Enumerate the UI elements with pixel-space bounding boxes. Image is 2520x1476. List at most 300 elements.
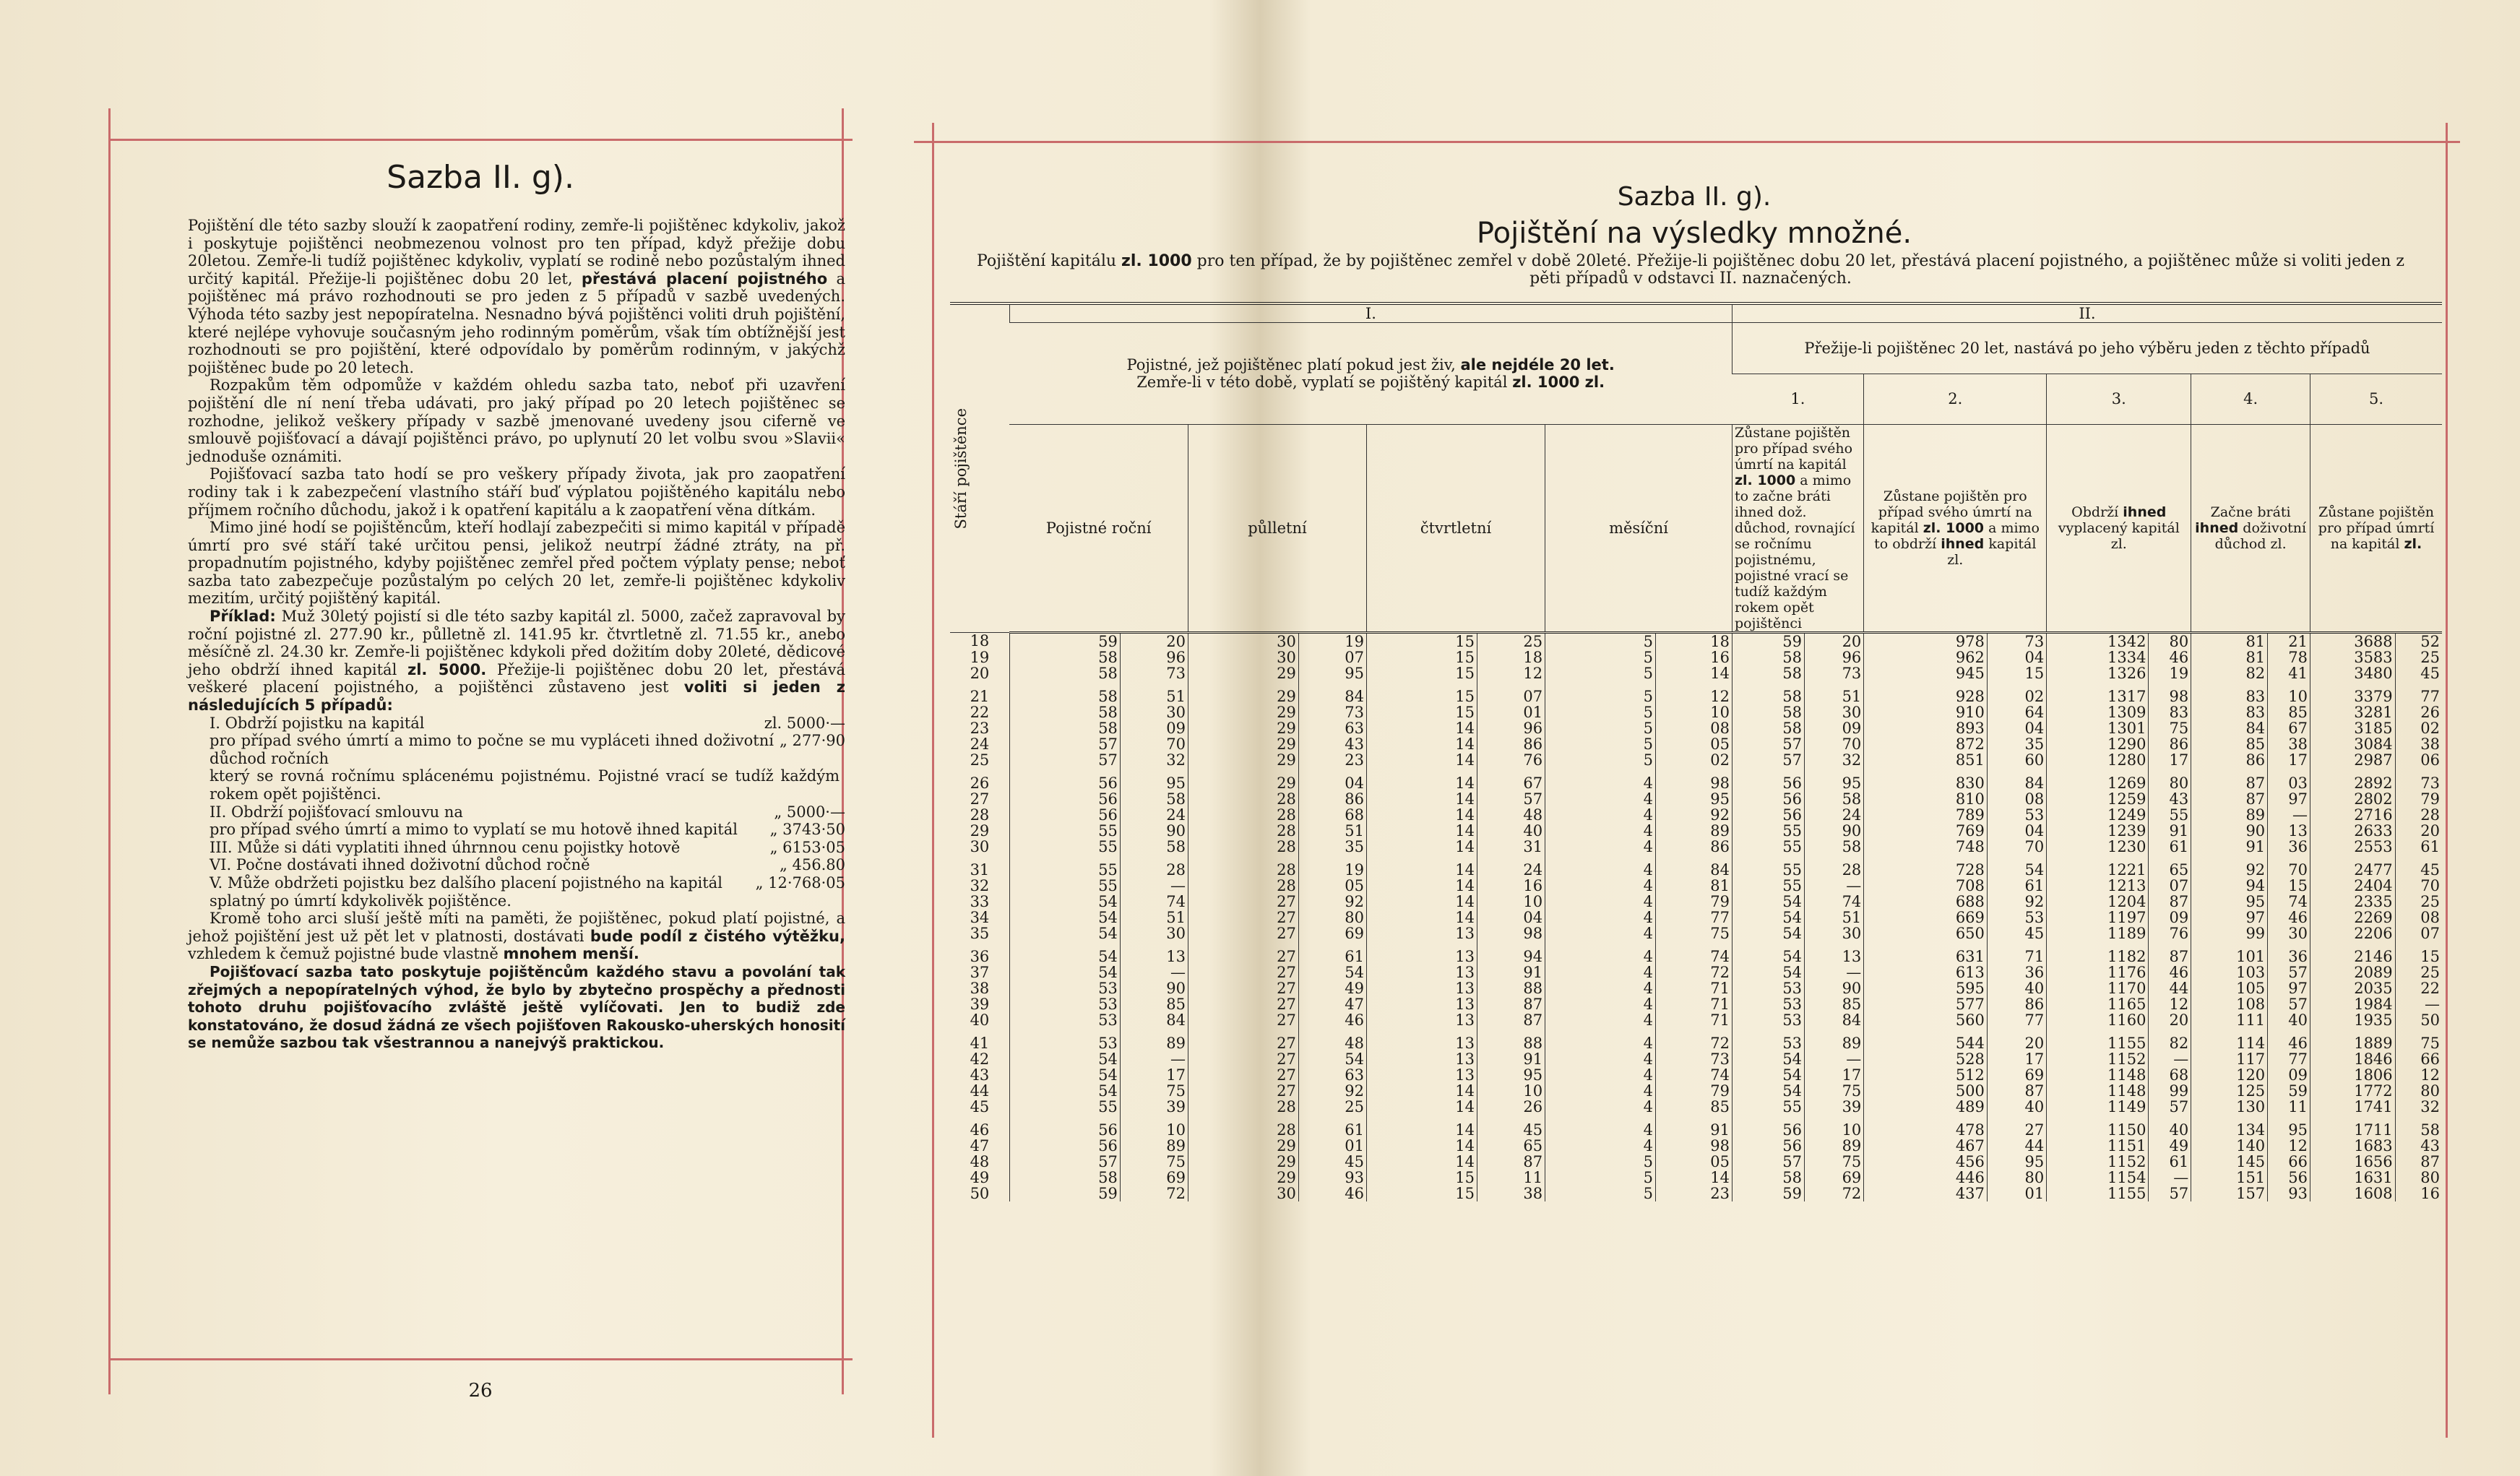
value-cell: 14 [1367,878,1477,894]
table-row [950,775,2442,791]
i-desc-d: zl. 1000 zl. [1512,374,1605,391]
option-value: „ 6153·05 [769,838,845,856]
value-cell: 36 [1987,964,2046,980]
value-cell: 2269 [2310,910,2396,925]
value-cell: 669 [1864,910,1988,925]
value-cell: 29 [1188,752,1298,768]
value-cell: 75 [2149,720,2191,736]
value-cell: 61 [2395,839,2442,855]
value-cell: 55 [1732,862,1804,878]
value-cell: 98 [1656,775,1733,791]
table-row [950,791,2442,807]
value-cell: 02 [2395,720,2442,736]
value-cell: 73 [1298,704,1366,720]
value-cell: — [1804,878,1863,894]
value-cell: 80 [2395,1083,2442,1099]
value-cell: 87 [2191,775,2268,791]
value-cell: 24 [1120,807,1188,823]
value-cell: 93 [2268,1186,2310,1201]
header-c3: 3. [2047,374,2191,425]
value-cell: 75 [1120,1083,1188,1099]
value-cell: 15 [1367,665,1477,681]
intro-b: zl. 1000 [1121,252,1192,270]
value-cell: 20 [2149,1012,2191,1028]
value-cell: 58 [1732,1170,1804,1186]
value-cell: 81 [2191,633,2268,650]
value-cell: 101 [2191,949,2268,964]
value-cell: 851 [1864,752,1988,768]
value-cell: 19 [1298,633,1366,650]
value-cell: 73 [2395,775,2442,791]
value-cell: 59 [2268,1083,2310,1099]
value-cell: 67 [1477,775,1545,791]
value-cell: 14 [1656,1170,1733,1186]
value-cell: 54 [1009,894,1120,910]
example-text-2: Přežije-li pojištěnec dobu 20 let, přestává veškeré placení pojistného, a pojištěnci zůstaveno jest [188,660,846,696]
value-cell: 36 [2268,949,2310,964]
value-cell: 31 [1477,839,1545,855]
value-cell: 1155 [2047,1186,2149,1201]
table-row [950,807,2442,823]
value-cell: 91 [2149,823,2191,839]
value-cell: 69 [1987,1067,2046,1083]
example-label: Příklad: [210,608,276,626]
table-row [950,964,2442,980]
age-cell: 29 [970,822,990,840]
header-age [950,303,1009,633]
value-cell: 83 [2191,689,2268,704]
value-cell: 27 [1188,1083,1298,1099]
value-cell: 1772 [2310,1083,2396,1099]
value-cell: 65 [1477,1138,1545,1154]
value-cell: 61 [1987,878,2046,894]
value-cell: 18 [1656,633,1733,650]
header-I: I. [1009,303,1732,323]
value-cell: 15 [1367,1170,1477,1186]
value-cell: 87 [1477,1012,1545,1028]
value-cell: 23 [1298,752,1366,768]
value-cell: 16 [1477,878,1545,894]
value-cell: 90 [2191,823,2268,839]
paragraph-6: Pojišťovací sazba tato poskytuje pojištěncům každého stavu a povolání tak zřejmých a nepopíratelných výhod, že bylo by zbytečno prospěchy a přednosti tohoto druhu pojišťovacího zvláště ještě vylíčovati. Jen to budiž zde konstatováno, že dosud žádná ze všech pojišťoven Rakousko-uherských honosití se nemůže sazbou tak všestrannou a nanejvýš praktickou. [188,962,845,1052]
value-cell: 97 [2268,791,2310,807]
value-cell: 55 [2149,807,2191,823]
table-row [950,1122,2442,1138]
option-text: který se rovná ročnímu splácenému pojistnému. Pojistné vrací se tudíž každým rokem opět pojištěnci. [210,767,840,803]
p5-text: Kromě toho arci sluší ještě míti na paměti, že pojištěnec, pokud platí pojistné, a jehož pojištění jest už pět let v platnosti, dostávati [188,910,845,945]
value-cell: 2477 [2310,862,2396,878]
value-cell: 91 [1656,1122,1733,1138]
value-cell: 95 [1987,1154,2046,1170]
value-cell: 20 [1120,633,1188,650]
value-cell: 117 [2191,1051,2268,1067]
value-cell: 1935 [2310,1012,2396,1028]
value-cell: 58 [1804,791,1863,807]
value-cell: 14 [1367,752,1477,768]
value-cell: 4 [1545,894,1656,910]
value-cell: 04 [1987,649,2046,665]
value-cell: 54 [1298,964,1366,980]
value-cell: 70 [1120,736,1188,752]
value-cell: 28 [1188,823,1298,839]
value-cell: 07 [2395,925,2442,941]
i-desc-b: ale nejdéle 20 let. [1460,356,1615,374]
value-cell: 58 [1009,720,1120,736]
value-cell: 95 [1120,775,1188,791]
value-cell: 72 [1656,964,1733,980]
value-cell: 4 [1545,862,1656,878]
value-cell: 1711 [2310,1122,2396,1138]
value-cell: 10 [1804,1122,1863,1138]
value-cell: 631 [1864,949,1988,964]
value-cell: 11 [2268,1099,2310,1115]
value-cell: 14 [1367,736,1477,752]
value-cell: 28 [1188,1099,1298,1115]
value-cell: 87 [1987,1083,2046,1099]
value-cell: 5 [1545,1154,1656,1170]
value-cell: 94 [1477,949,1545,964]
value-cell: 17 [2268,752,2310,768]
value-cell: 437 [1864,1186,1988,1201]
value-cell: 01 [1298,1138,1366,1154]
value-cell: 928 [1864,689,1988,704]
option-row [210,821,845,839]
value-cell: 69 [1298,925,1366,941]
value-cell: 92 [2191,862,2268,878]
value-cell: 478 [1864,1122,1988,1138]
value-cell: 56 [1732,807,1804,823]
value-cell: 5 [1545,720,1656,736]
value-cell: 15 [1987,665,2046,681]
value-cell: 4 [1545,775,1656,791]
value-cell: 30 [1804,925,1863,941]
value-cell: 05 [1298,878,1366,894]
option-row [210,856,845,874]
premium-table [950,302,2442,1201]
paragraph-4: Mimo jiné hodí se pojištěncům, kteří hodlají zabezpečiti si mimo kapitál v případě úmrtí pro své stáří také určitou pensi, jelikož neutrpí žádné ztráty, na př. propadnutím pojistného, kdyby pojištěnec zemřel před počtem výplaty pense; neboť sazba tato zabezpečuje pozůstalým po celých 20 let, zemře-li pojištěnec kdykoliv mezitím, určitý pojištěný kapitál. [188,519,845,608]
value-cell: 75 [2395,1035,2442,1051]
value-cell: 85 [1804,996,1863,1012]
value-cell: 19 [1298,862,1366,878]
header-c5: 5. [2310,374,2443,425]
value-cell: 51 [1804,689,1863,704]
value-cell: 1152 [2047,1051,2149,1067]
value-cell: 05 [1656,736,1733,752]
value-cell: 13 [1367,925,1477,941]
value-cell: 73 [1656,1051,1733,1067]
age-cell: 44 [970,1082,990,1100]
value-cell: 59 [1009,1186,1120,1201]
option-value: zl. 5000·— [764,714,845,732]
value-cell: 27 [1188,910,1298,925]
value-cell: 57 [2149,1099,2191,1115]
value-cell: 140 [2191,1138,2268,1154]
value-cell: 2716 [2310,807,2396,823]
value-cell: 28 [2395,807,2442,823]
value-cell: 46 [2268,910,2310,925]
value-cell: 01 [1477,704,1545,720]
age-cell: 27 [970,790,990,808]
value-cell: 70 [1987,839,2046,855]
value-cell: 1230 [2047,839,2149,855]
i-desc-a: Pojistné, jež pojištěnec platí pokud jest živ, [1126,356,1456,374]
value-cell: 14 [1367,910,1477,925]
value-cell: 12 [2395,1067,2442,1083]
value-cell: 105 [2191,980,2268,996]
value-cell: 80 [2149,633,2191,650]
value-cell: 1280 [2047,752,2149,768]
value-cell: 1149 [2047,1099,2149,1115]
value-cell: 40 [1477,823,1545,839]
table-row [950,1154,2442,1170]
value-cell: 04 [1298,775,1366,791]
value-cell: 98 [1656,1138,1733,1154]
value-cell: 13 [1367,1035,1477,1051]
value-cell: 89 [1120,1035,1188,1051]
value-cell: 1683 [2310,1138,2396,1154]
c2-desc-d: ihned [1941,536,1985,552]
value-cell: 84 [1656,862,1733,878]
value-cell: 1608 [2310,1186,2396,1201]
value-cell: 1342 [2047,633,2149,650]
value-cell: 2035 [2310,980,2396,996]
value-cell: 32 [1120,752,1188,768]
value-cell: 58 [1732,704,1804,720]
value-cell: 52 [2395,633,2442,650]
value-cell: 91 [1477,964,1545,980]
value-cell: 1239 [2047,823,2149,839]
value-cell: 83 [2149,704,2191,720]
p5-rest: vzhledem k čemuž pojistné bude vlastně [188,945,499,963]
value-cell: 56 [1009,1122,1120,1138]
option-row [210,715,845,733]
value-cell: 30 [1188,649,1298,665]
value-cell: 48 [1298,1035,1366,1051]
value-cell: 53 [1009,980,1120,996]
value-cell: 1165 [2047,996,2149,1012]
i-desc-c: Zemře-li v této době, vyplatí se pojištěný kapitál [1136,374,1508,391]
value-cell: 86 [2149,736,2191,752]
value-cell: 54 [1987,862,2046,878]
spacer-cell [1545,855,1656,862]
value-cell: 53 [1009,1035,1120,1051]
value-cell: 14 [1367,775,1477,791]
table-row [950,839,2442,855]
table-row [950,1138,2442,1154]
value-cell: 4 [1545,878,1656,894]
value-cell: 61 [2149,839,2191,855]
value-cell: 87 [1477,996,1545,1012]
value-cell: 4 [1545,1051,1656,1067]
value-cell: 500 [1864,1083,1988,1099]
value-cell: 58 [1732,665,1804,681]
value-cell: 55 [1732,878,1804,894]
value-cell: 893 [1864,720,1988,736]
c3-desc-a: Obdrží [2071,504,2119,520]
value-cell: 15 [2268,878,2310,894]
value-cell: 66 [2268,1154,2310,1170]
value-cell: 28 [1188,791,1298,807]
value-cell: 82 [2191,665,2268,681]
value-cell: 43 [1298,736,1366,752]
value-cell: 58 [1732,720,1804,736]
value-cell: 07 [2149,878,2191,894]
value-cell: 1301 [2047,720,2149,736]
value-cell: 13 [1367,1067,1477,1083]
value-cell: 81 [1656,878,1733,894]
value-cell: 40 [2268,1012,2310,1028]
value-cell: 36 [2268,839,2310,855]
value-cell: 69 [1120,1170,1188,1186]
age-cell: 48 [970,1153,990,1170]
left-page [108,137,853,1409]
value-cell: 80 [2149,775,2191,791]
value-cell: 96 [1804,649,1863,665]
option-value: „ 277·90 [779,732,845,750]
c1-desc-b: zl. 1000 [1734,472,1796,488]
value-cell: 85 [1120,996,1188,1012]
value-cell: 93 [1298,1170,1366,1186]
value-cell: 108 [2191,996,2268,1012]
value-cell: 1150 [2047,1122,2149,1138]
right-page [939,137,2449,1438]
value-cell: 4 [1545,1083,1656,1099]
value-cell: 27 [1188,1035,1298,1051]
value-cell: 85 [1656,1099,1733,1115]
spacer-cell [1545,1028,1656,1035]
c5-desc-b: zl. [2404,536,2422,552]
value-cell: 90 [1120,980,1188,996]
value-cell: 13 [1367,1012,1477,1028]
value-cell: 76 [1477,752,1545,768]
value-cell: 29 [1188,736,1298,752]
value-cell: 54 [1009,925,1120,941]
value-cell: 28 [1188,839,1298,855]
option-value: „ 456.80 [779,856,845,874]
value-cell: 75 [1120,1154,1188,1170]
spacer-cell [1545,681,1656,689]
value-cell: 3583 [2310,649,2396,665]
value-cell: 3185 [2310,720,2396,736]
value-cell: 5 [1545,704,1656,720]
option-text: II. Obdrží pojišťovací smlouvu na [210,803,463,821]
value-cell: 910 [1864,704,1988,720]
value-cell: 70 [2395,878,2442,894]
value-cell: 945 [1864,665,1988,681]
value-cell: 3379 [2310,689,2396,704]
value-cell: 2892 [2310,775,2396,791]
option-text: pro případ svého úmrtí a mimo to počne se mu vypláceti ihned doživotní důchod ročních [210,732,774,767]
value-cell: 25 [2395,894,2442,910]
value-cell: 134 [2191,1122,2268,1138]
value-cell: 20 [2395,823,2442,839]
value-cell: 17 [2149,752,2191,768]
right-page-intro [968,253,2413,288]
value-cell: 84 [1298,689,1366,704]
value-cell: 92 [1298,1083,1366,1099]
value-cell: 25 [2395,649,2442,665]
age-cell: 22 [970,704,990,721]
value-cell: 82 [2149,1035,2191,1051]
value-cell: 2335 [2310,894,2396,910]
age-cell: 33 [970,893,990,910]
table-row [950,704,2442,720]
value-cell: 28 [1188,878,1298,894]
value-cell: 41 [2268,665,2310,681]
value-cell: 46 [2149,964,2191,980]
value-cell: 4 [1545,925,1656,941]
value-cell: 12 [2268,1138,2310,1154]
option-text: III. Může si dáti vyplatiti ihned úhrnnou cenu pojistky hotově [210,838,681,856]
value-cell: 5 [1545,736,1656,752]
value-cell: 72 [1656,1035,1733,1051]
value-cell: 1889 [2310,1035,2396,1051]
value-cell: 75 [1804,1154,1863,1170]
value-cell: 5 [1545,1186,1656,1201]
table-row [950,665,2442,681]
value-cell: 47 [1298,996,1366,1012]
value-cell: 45 [1298,1154,1366,1170]
right-left-rule [932,123,934,1438]
value-cell: 17 [1804,1067,1863,1083]
header-c4-desc [2191,425,2310,633]
value-cell: 63 [1298,720,1366,736]
value-cell: 4 [1545,1012,1656,1028]
value-cell: 4 [1545,1099,1656,1115]
value-cell: 92 [1656,807,1733,823]
value-cell: 3688 [2310,633,2396,650]
value-cell: 55 [1732,823,1804,839]
value-cell: 708 [1864,878,1988,894]
value-cell: 77 [2268,1051,2310,1067]
value-cell: 80 [1987,1170,2046,1186]
value-cell: 26 [2395,704,2442,720]
value-cell: 5 [1545,689,1656,704]
value-cell: 29 [1188,775,1298,791]
value-cell: 56 [1009,791,1120,807]
c2-desc-b: zl. 1000 [1923,520,1985,536]
value-cell: 10 [1477,1083,1545,1099]
spacer-cell [1545,941,1656,949]
value-cell: 59 [1009,633,1120,650]
table-row [950,1186,2442,1201]
left-page-title: Sazba II. g). [387,159,574,196]
value-cell: 53 [1732,980,1804,996]
value-cell: 04 [1987,720,2046,736]
value-cell: 53 [1009,1012,1120,1028]
option-text: splatný po úmrtí kdykolivěk pojištěnce. [210,892,512,910]
value-cell: — [2395,996,2442,1012]
value-cell: 1984 [2310,996,2396,1012]
value-cell: 45 [1987,925,2046,941]
header-I-desc [1009,323,1732,425]
value-cell: 54 [1732,925,1804,941]
value-cell: 89 [1656,823,1733,839]
value-cell: 67 [2268,720,2310,736]
option-value: „ 5000·— [774,803,845,821]
option-row [210,839,845,857]
value-cell: 95 [1804,775,1863,791]
value-cell: 95 [1477,1067,1545,1083]
age-cell: 32 [970,877,990,894]
value-cell: 29 [1188,704,1298,720]
header-age-text: Stáří pojištěnce [952,407,970,530]
value-cell: 130 [2191,1099,2268,1115]
value-cell: 1741 [2310,1099,2396,1115]
value-cell: 55 [1009,878,1120,894]
value-cell: 97 [2191,910,2268,925]
age-cell: 41 [970,1035,990,1052]
